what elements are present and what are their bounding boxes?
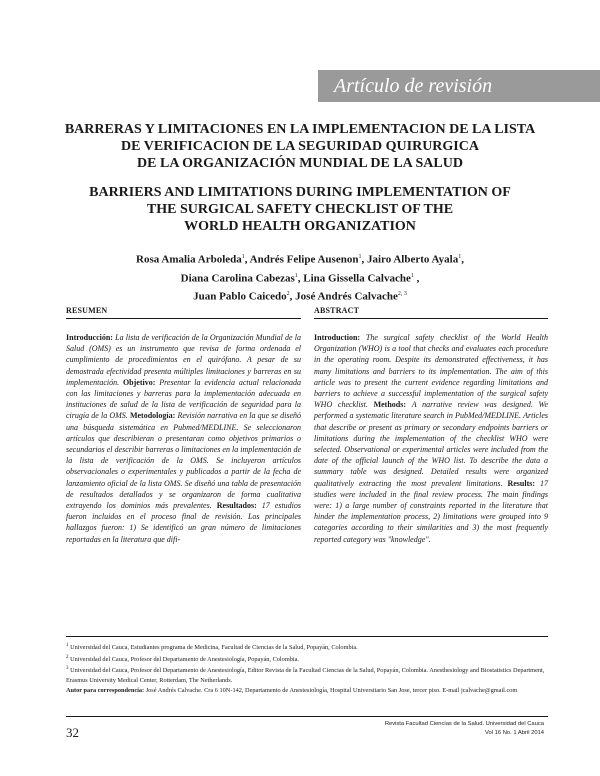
footnote-text: Universidad del Cauca, Profesor del Departamento de Anestesiología, Editor Revista de la Facultad Ciencias de la Salud, Popayán, Colombia. Anesthesiology and Biostatistics Department, Erasmus University Medical Center, Rotterdam, The Netherlands.	[66, 667, 545, 685]
resumen-column	[66, 306, 301, 545]
author-name: Juan Pablo Caicedo	[193, 290, 287, 303]
abstract-column	[314, 306, 548, 545]
resumen-intro-label: Introducción:	[66, 333, 113, 342]
correspondence-text: José Andrés Calvache. Cra 6 10N-142, Departamento de Anestesiología, Hospital Universitario San Jose, tercer piso. E-mail jcalvache@gmail.com	[145, 686, 518, 694]
author-affiliation: 1	[241, 254, 245, 260]
correspondence-label: Autor para correspondencia:	[66, 686, 145, 694]
author-separator: ,	[244, 253, 250, 266]
author-name: Andrés Felipe Ausenon	[249, 253, 359, 266]
author-affiliation: 1	[458, 254, 462, 260]
footnote-text: Universidad del Cauca, Estudiantes programa de Medicina, Facultad de Ciencias de la Salud, Popayán, Colombia.	[70, 644, 358, 652]
footnote-text: Universidad del Cauca, Profesor del Departamento de Anestesiología, Popayán, Colombia.	[70, 655, 299, 663]
abstract-intro-text: The surgical safety checklist of the World Health Organization (WHO) is a tool that checks and evaluates each procedure in the operating room. Despite its demonstrated effectiveness, it has many limitations and barriers to its implementation. The aim of this article was to present the current evidence regarding limitations and barriers to achieve a successful implementation of the surgical safety WHO checklist.	[314, 333, 549, 410]
title-en-line: BARRIERS AND LIMITATIONS DURING IMPLEMENTATION OF	[89, 185, 511, 200]
resumen-method-text: Revisión narrativa en la que se diseñó una búsqueda sistemática en Pubmed/MEDLINE. Se seleccionaron artículos que describieran o presentaran como objetivos primarios o secundarios el describir barreras o limitaciones en la implementación de la lista de verificación de la OMS. Se incluyeron artículos observacionales o experimentales y publicados a partir de la fecha de lanzamiento oficial de la lista OMS. Se diseñó una tabla de presentación de resultados detallados y se organizaron de forma cualitativa extrayendo los dominios más prevalentes.	[66, 411, 302, 511]
abstract-method-label: Methods:	[373, 400, 407, 410]
footnotes	[66, 636, 548, 695]
title-spanish	[60, 121, 540, 172]
title-en-line: WORLD HEALTH ORGANIZATION	[184, 219, 416, 234]
footnote	[66, 641, 548, 653]
journal-name: Revista Facultad Ciencias de la Salud. Universidad del Cauca	[384, 721, 544, 727]
author-separator: ,	[289, 290, 296, 303]
footnote	[66, 664, 548, 685]
footnote-marker: 3	[66, 666, 69, 672]
author-name: José Andrés Calvache	[295, 290, 398, 303]
abstract-results-text: 17 studies were included in the final review process. The main findings were: 1) a large number of constraints reported in the literature that hinder the implementation process, 2) limitations were grouped into 9 categories according to their similarities and 3) the most frequently reported category was "knowledge".	[314, 478, 549, 544]
author-separator: ,	[461, 253, 464, 266]
author-separator: ,	[361, 253, 367, 266]
author-name: Lina Gissella Calvache	[303, 272, 411, 285]
footnote-marker: 2	[66, 654, 69, 660]
title-es-line: DE LA ORGANIZACIÓN MUNDIAL DE LA SALUD	[137, 156, 463, 171]
title-english	[60, 184, 540, 235]
resumen-heading: RESUMEN	[66, 306, 301, 319]
author-separator: ,	[297, 272, 304, 285]
abstract-method-text: A narrative review was designed. We performed a systematic literature search in PubMed/MEDLINE. Articles that describe or present as primary or secondary endpoints barriers or limitations during the implementation of the checklist WHO were selected. Observational or experimental articles were included from the date of the official launch of the WHO list. To describe the data a summary table was designed. Detailed results were organized qualitatively extracting the most prevalent limitations.	[314, 400, 549, 488]
resumen-method-label: Metodología:	[129, 411, 176, 421]
page-number: 32	[66, 725, 79, 740]
resumen-body	[66, 332, 301, 545]
author-affiliation: 1	[294, 272, 298, 279]
title-en-line: THE SURGICAL SAFETY CHECKLIST OF THE	[146, 202, 454, 217]
title-es-line: BARRERAS Y LIMITACIONES EN LA IMPLEMENTACION DE LA LISTA	[64, 122, 536, 137]
resumen-objective-label: Objetivo:	[122, 377, 156, 387]
resumen-results-text: 17 estudios fueron incluidos en el proceso final de revisión. Los principales hallazgos fueron: 1) Se identificó un gran número de limitaciones reportadas en la literatura que difi-	[66, 501, 301, 544]
abstract-intro-label: Introduction:	[314, 333, 361, 342]
author-affiliation: 1	[358, 254, 362, 260]
abstract-heading: ABSTRACT	[314, 306, 548, 319]
resumen-intro-text: La lista de verificación de la Organización Mundial de la Salud (OMS) es un instrumento que revisa de forma ordenada el cumplimiento de procedimientos en el quirófano. A pesar de su demostrada efectividad presenta múltiples limitaciones y barreras en su implementación.	[66, 333, 301, 387]
footnote	[66, 653, 548, 665]
author-affiliation: 1	[410, 272, 414, 279]
title-es-line: DE VERIFICACION DE LA SEGURIDAD QUIRURGICA	[121, 139, 479, 154]
abstract-results-label: Results:	[507, 478, 536, 488]
author-affiliation: 2, 3	[397, 291, 407, 298]
author-list	[100, 249, 500, 305]
resumen-objective-text: Presentar la evidencia actual relacionada con las limitaciones y barreras para la implementación adecuada en instituciones de salud de la lista de verificación de seguridad para la cirugía de la OMS.	[66, 377, 301, 421]
correspondence	[66, 686, 548, 696]
bottom-divider	[66, 716, 548, 717]
author-name: Jairo Alberto Ayala	[366, 253, 459, 266]
author-affiliation: 2	[286, 291, 290, 298]
section-label: Artículo de revisión	[318, 70, 600, 102]
abstract-body	[314, 332, 548, 545]
author-name: Diana Carolina Cabezas	[180, 272, 295, 285]
resumen-results-label: Resultados:	[216, 501, 257, 511]
journal-reference	[385, 720, 544, 738]
footnote-marker: 1	[66, 643, 69, 648]
journal-issue: Vol 16 No. 1 Abril 2014	[485, 730, 544, 736]
author-separator: ,	[413, 272, 420, 285]
author-name: Rosa Amalia Arboleda	[136, 253, 242, 266]
